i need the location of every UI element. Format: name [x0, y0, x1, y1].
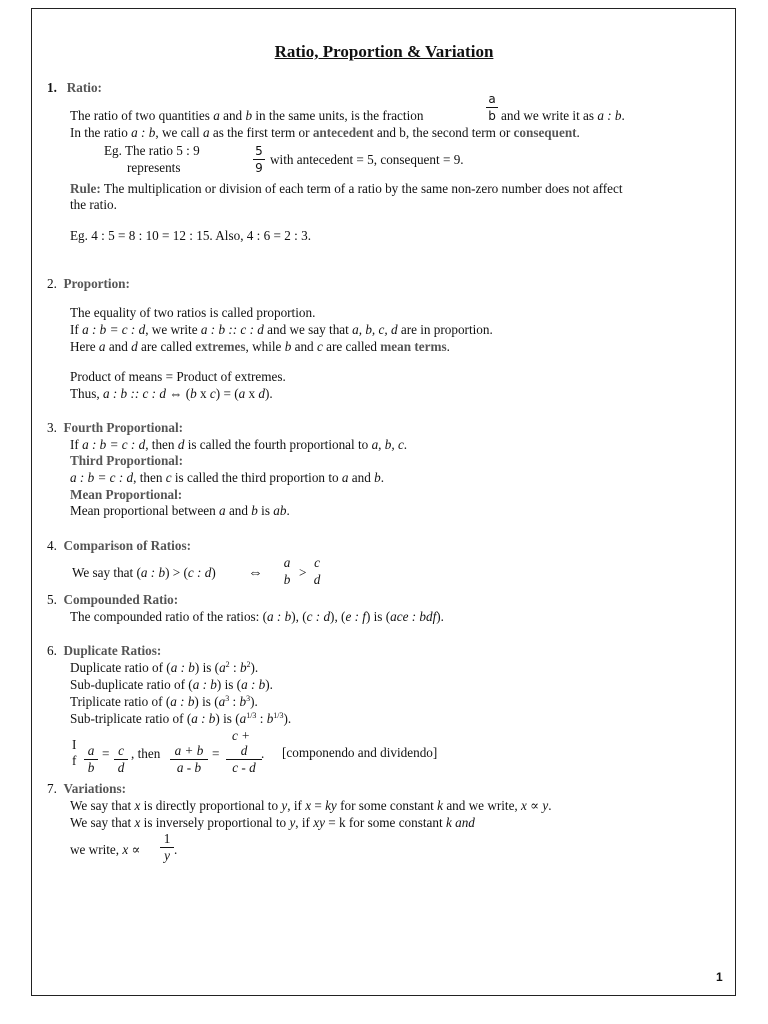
- term-extremes: extremes: [195, 339, 246, 354]
- section-6-heading: 6. Duplicate Ratios:: [47, 643, 162, 658]
- triplicate-ratio-line: Triplicate ratio of (a : b) is ($a^3$ : $b^3$).: [70, 694, 258, 709]
- equals-sign-2: =: [212, 746, 220, 761]
- proportion-notation-line: If a : b = c : d, we write a : b :: c : d and we say that a, b, c, d are in proportion.: [70, 322, 493, 337]
- ratio-notation-line: and we write it as a : b.: [501, 108, 625, 123]
- term-antecedent: antecedent: [312, 125, 374, 140]
- antecedent-consequent-line: In the ratio a : b, we call a as the first term or antecedent and b, the second term or consequent.: [70, 125, 580, 140]
- sub-triplicate-ratio-line: Sub-triplicate ratio of (a : b) is ($a^{1/3}$ : $b^{1/3}$).: [70, 711, 292, 726]
- comparison-statement: We say that (a : b) > (c : d): [72, 565, 216, 580]
- proportion-definition: The equality of two ratios is called proportion.: [70, 305, 316, 320]
- example-1-represents: represents: [127, 160, 181, 175]
- inverse-variation-notation: we write, x ∝: [70, 842, 141, 857]
- fraction-a-b: a b: [84, 744, 98, 775]
- page-title: Ratio, Proportion & Variation: [274, 42, 494, 61]
- product-rule-formula: Thus, a : b :: c : d ⇔ (b x c) = (a x d).: [70, 386, 273, 401]
- section-1-heading: [47, 80, 102, 96]
- term-mean-terms: mean terms: [380, 339, 447, 354]
- example-2: Eg. 4 : 5 = 8 : 10 = 12 : 15. Also, 4 : 6 = 2 : 3.: [70, 228, 312, 243]
- rule-line-1: Rule: The multiplication or division of each term of a ratio by the same non-zero number does not affect: [70, 181, 623, 196]
- extremes-means-line: Here a and d are called extremes, while b and c are called mean terms.: [70, 339, 450, 354]
- section-4-heading: 4. Comparison of Ratios:: [47, 538, 191, 553]
- then-text: , then: [131, 746, 161, 761]
- section-3-heading: 3. Fourth Proportional:: [47, 420, 184, 435]
- term-consequent: consequent: [513, 125, 577, 140]
- rule-label: Rule:: [70, 181, 101, 196]
- mean-proportional-heading: Mean Proportional:: [70, 487, 183, 502]
- page-number: 1: [716, 970, 723, 984]
- product-rule: Product of means = Product of extremes.: [70, 369, 286, 384]
- greater-than-sign: >: [299, 565, 307, 580]
- fraction-c-over-d-compare: c d: [313, 555, 321, 587]
- example-1-text: with antecedent = 5, consequent = 9.: [270, 152, 464, 167]
- fraction-c-d: c d: [114, 744, 128, 775]
- final-period: .: [174, 842, 178, 857]
- inverse-variation-line: We say that x is inversely proportional to y, if xy = k for some constant k and: [70, 815, 475, 830]
- direct-variation-line: We say that x is directly proportional to y, if x = ky for some constant k and we write, x ∝ y.: [70, 798, 552, 813]
- section-number: 1.: [47, 80, 57, 95]
- iff-symbol: ⇔: [248, 565, 263, 581]
- fourth-proportional-line: If a : b = c : d, then d is called the fourth proportional to a, b, c.: [70, 437, 408, 452]
- sub-duplicate-ratio-line: Sub-duplicate ratio of (a : b) is (a : b).: [70, 677, 273, 692]
- section-5-heading: 5. Compounded Ratio:: [47, 592, 179, 607]
- example-1-label: Eg. The ratio 5 : 9: [104, 143, 200, 158]
- third-proportional-line: a : b = c : d, then c is called the third proportion to a and b.: [70, 470, 385, 485]
- section-title: Ratio:: [66, 80, 102, 95]
- fraction-c-plus-d-over-c-minus-d: d c - d: [226, 744, 262, 775]
- fraction-a-plus-b-over-a-minus-b: a + b a - b: [170, 744, 208, 775]
- mean-proportional-line: Mean proportional between a and b is ab.: [70, 503, 290, 518]
- fraction-1-over-y: 1 y: [160, 832, 174, 863]
- compounded-ratio-line: The compounded ratio of the ratios: (a : b), (c : d), (e : f) is (ace : bdf).: [70, 609, 444, 624]
- equals-sign-1: =: [102, 746, 110, 761]
- ratio-definition-line: The ratio of two quantities a and b in the same units, is the fraction: [70, 108, 424, 123]
- componendo-dividendo-note: [componendo and dividendo]: [282, 745, 438, 760]
- fraction-a-over-b-compare: a b: [283, 555, 291, 587]
- if-letter-i: I: [72, 737, 77, 752]
- section-7-heading: 7. Variations:: [47, 781, 127, 796]
- fraction-a-over-b: a b: [486, 92, 498, 123]
- if-letter-f: f: [72, 753, 77, 768]
- rule-line-2: the ratio.: [70, 197, 117, 212]
- fraction-5-over-9: 5 9: [253, 144, 265, 175]
- c-plus-top: c +: [232, 728, 251, 743]
- third-proportional-heading: Third Proportional:: [70, 453, 183, 468]
- section-2-heading: 2. Proportion:: [47, 276, 130, 291]
- duplicate-ratio-line: Duplicate ratio of (a : b) is ($a^2$ : $b^2$).: [70, 660, 259, 675]
- period: .: [261, 746, 265, 761]
